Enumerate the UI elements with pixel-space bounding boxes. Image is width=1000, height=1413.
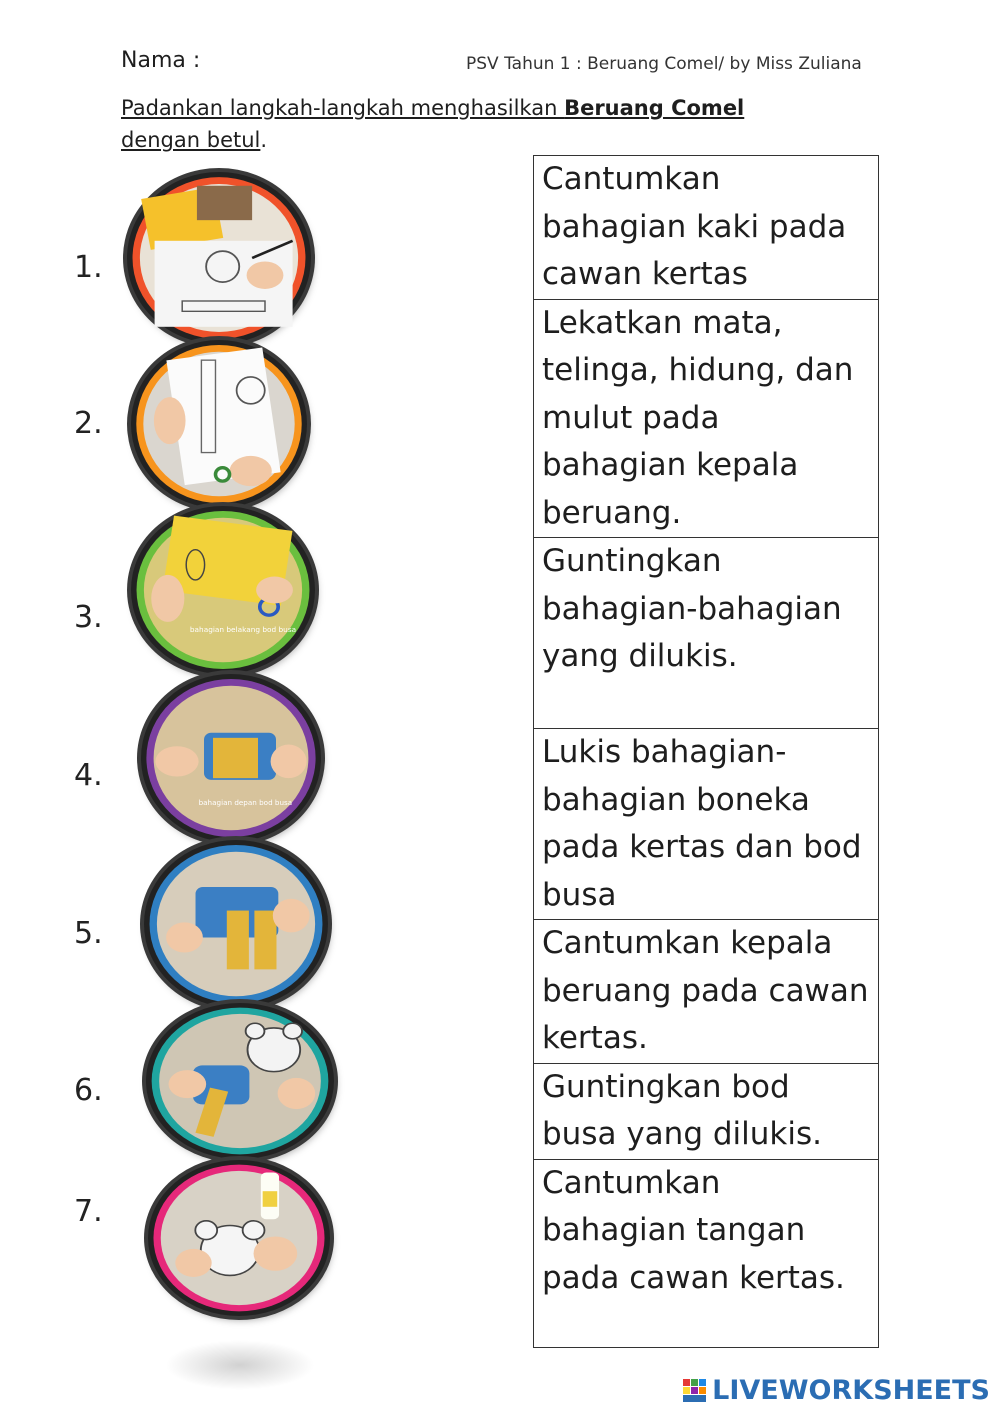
subject-title: PSV Tahun 1 : Beruang Comel/ by Miss Zuliana [466,54,862,74]
decorative-shadow [165,1340,315,1390]
item-number: 2. [74,406,103,441]
item-number: 1. [74,250,103,285]
step-photo-3 [131,506,315,674]
liveworksheets-logo [682,1375,990,1406]
instruction-end: . [260,128,268,152]
instruction-text-2: dengan betul [121,128,261,152]
liveworksheets-icon [682,1378,708,1404]
step-box[interactable]: Guntingkan bod busa yang dilukis. [534,1063,879,1159]
instruction-text-1: Padankan langkah-langkah menghasilkan [121,96,565,120]
item-number: 5. [74,916,103,951]
step-photo-1 [127,172,311,344]
step-photo-5 [144,840,328,1008]
step-box[interactable]: Cantumkan bahagian tangan pada cawan kertas. [534,1159,879,1347]
step-box[interactable]: Lekatkan mata, telinga, hidung, dan mulut pada bahagian kepala beruang. [534,299,879,538]
step-photo-6 [146,1003,334,1159]
step-photo-4 [141,674,321,842]
photo-caption: bahagian depan bod busa [198,799,293,807]
step-box[interactable]: Lukis bahagian-bahagian boneka pada kertas dan bod busa [534,729,879,920]
item-number: 3. [74,600,103,635]
item-number: 7. [74,1194,103,1229]
steps-table [533,155,879,1348]
item-number: 6. [74,1073,103,1108]
step-box[interactable]: Cantumkan kepala beruang pada cawan kertas. [534,920,879,1064]
step-photo-7 [148,1160,330,1316]
photo-caption: bahagian belakang bod busa [189,625,297,634]
brand-text: LIVEWORKSHEETS [712,1375,990,1406]
instruction-bold: Beruang Comel [564,96,745,120]
step-photo-2 [131,340,307,508]
step-box[interactable]: Cantumkan bahagian kaki pada cawan kertas [534,156,879,300]
step-box[interactable]: Guntingkan bahagian-bahagian yang dilukis. [534,538,879,729]
item-number: 4. [74,758,103,793]
name-label: Nama : [121,48,201,73]
instruction [121,92,841,156]
